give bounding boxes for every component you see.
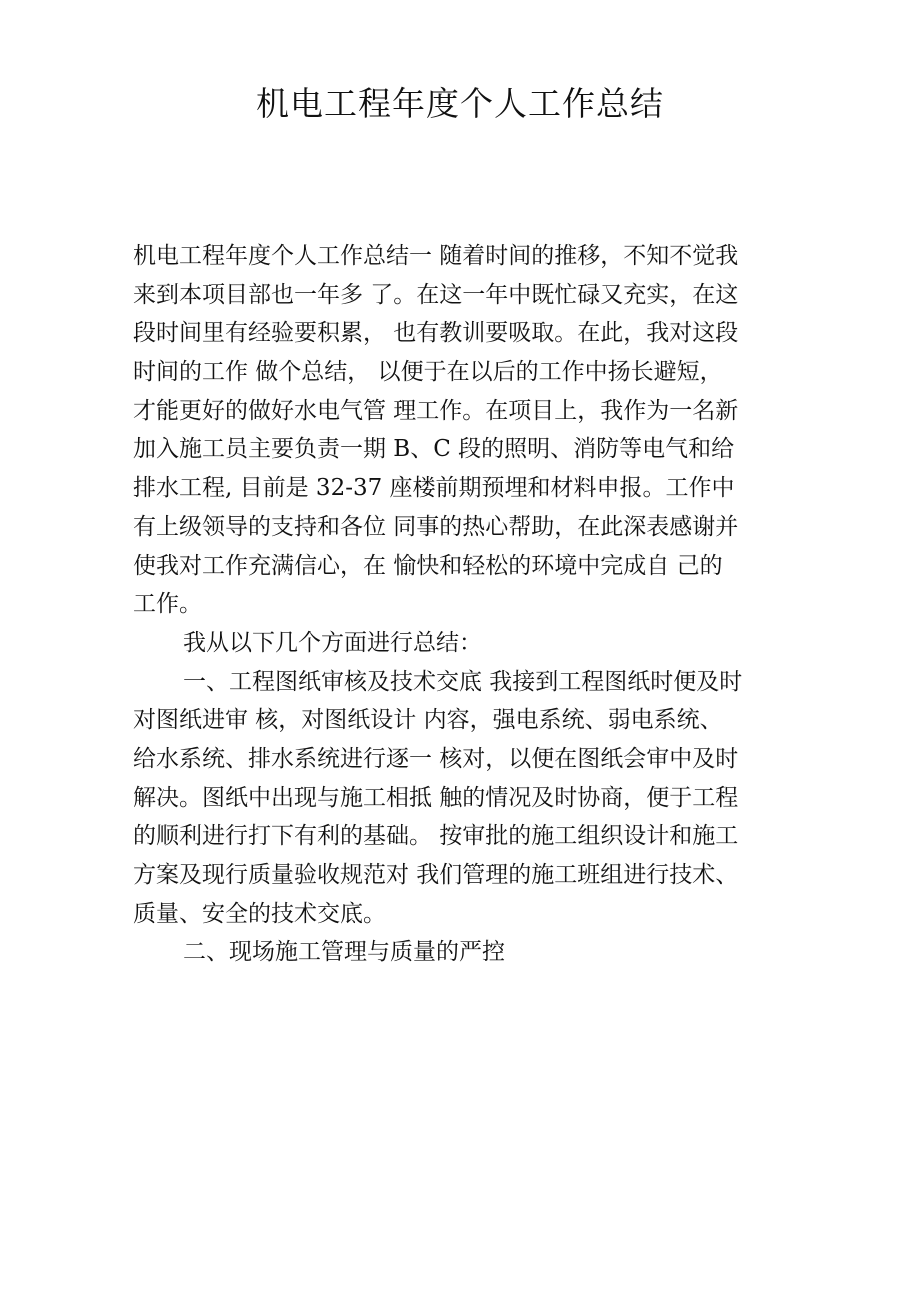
text-line: 质量、安全的技术交底。	[133, 900, 386, 927]
document-body	[133, 237, 788, 972]
text-line: 使我对工作充满信心，在 愉快和轻松的环境中完成自 己的	[133, 552, 723, 579]
text-line: 解决。图纸中出现与施工相抵 触的情况及时协商，便于工程	[133, 784, 739, 811]
text-line: 对图纸进审 核，对图纸设计 内容，强电系统、弱电系统、	[133, 707, 723, 734]
text-line: 工作。	[133, 591, 202, 618]
text-line: 来到本项目部也一年多 了。在这一年中既忙碌又充实，在这	[133, 281, 739, 308]
text-line: 时间的工作 做个总结， 以便于在以后的工作中扬长避短，	[133, 359, 723, 386]
text-line: 方案及现行质量验收规范对 我们管理的施工班组进行技术、	[133, 862, 739, 888]
text-line: 排水工程, 目前是 32-37 座楼前期预埋和材料申报。工作中	[133, 475, 735, 502]
text-line: 有上级领导的支持和各位 同事的热心帮助，在此深表感谢并	[133, 513, 739, 540]
section-heading-1: 一、工程图纸审核及技术交底 我接到工程图纸时便及时	[183, 668, 743, 695]
document-title: 机电工程年度个人工作总结	[256, 84, 664, 123]
text-line: 的顺利进行打下有利的基础。 按审批的施工组织设计和施工	[133, 823, 739, 850]
text-line: 给水系统、排水系统进行逐一 核对，以便在图纸会审中及时	[133, 745, 739, 772]
text-line: 我从以下几个方面进行总结：	[183, 629, 482, 656]
text-line: 机电工程年度个人工作总结一 随着时间的推移，不知不觉我	[133, 243, 739, 269]
text-line: 才能更好的做好水电气管 理工作。在项目上，我作为一名新	[133, 397, 739, 424]
text-line: 段时间里有经验要积累， 也有教训要吸取。在此，我对这段	[133, 320, 739, 347]
section-heading-2: 二、现场施工管理与质量的严控	[183, 939, 505, 966]
text-line: 加入施工员主要负责一期 B、C 段的照明、消防等电气和给	[133, 436, 735, 463]
